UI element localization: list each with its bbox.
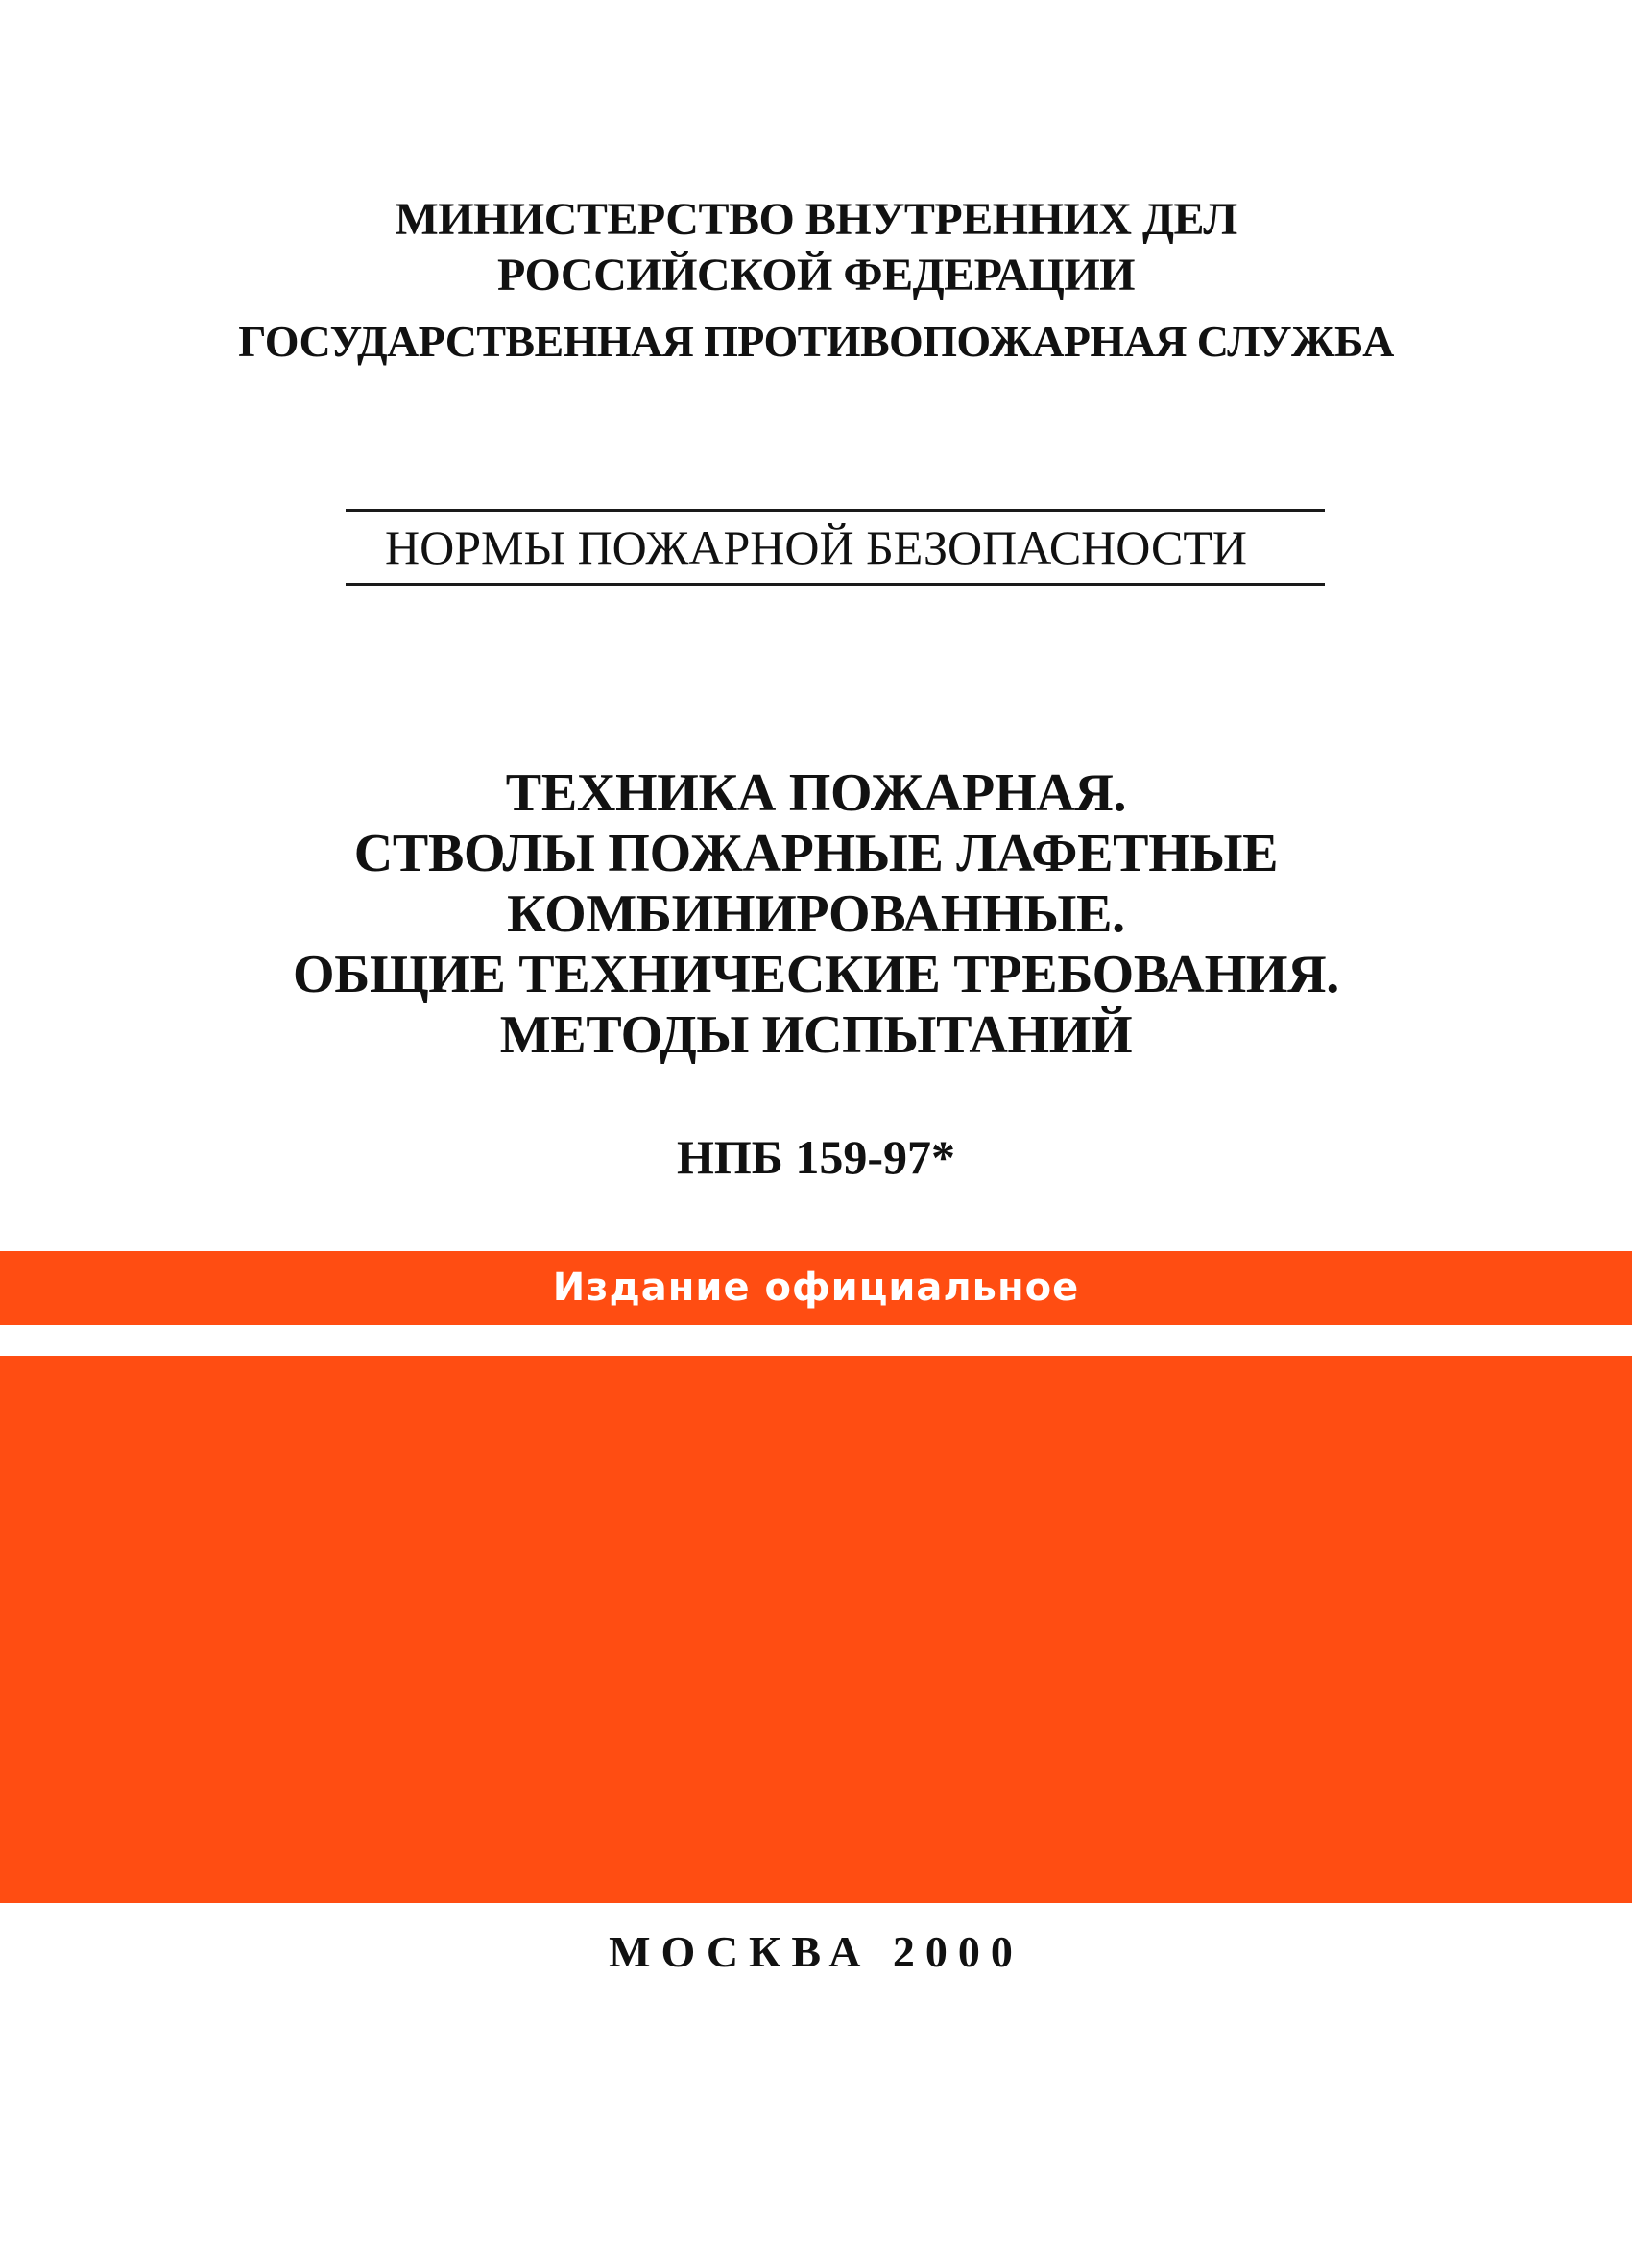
service-name: ГОСУДАРСТВЕННАЯ ПРОТИВОПОЖАРНАЯ СЛУЖБА (238, 317, 1394, 366)
edition-label: Издание официальное (552, 1266, 1080, 1310)
color-band (0, 1356, 1632, 1903)
document-code: НПБ 159-97* (677, 1130, 955, 1184)
ministry-header (0, 192, 1632, 303)
series-label: НОРМЫ ПОЖАРНОЙ БЕЗОПАСНОСТИ (384, 520, 1248, 574)
series-rule-top (346, 509, 1325, 512)
series-rule-bottom (346, 583, 1325, 586)
title-line: ОБЩИЕ ТЕХНИЧЕСКИЕ ТРЕБОВАНИЯ. (293, 945, 1339, 1004)
imprint-city-year: МОСКВА 2000 (609, 1927, 1023, 1976)
ministry-line: МИНИСТЕРСТВО ВНУТРЕННИХ ДЕЛ (395, 194, 1237, 245)
title-line: СТВОЛЫ ПОЖАРНЫЕ ЛАФЕТНЫЕ (353, 824, 1279, 883)
title-line: КОМБИНИРОВАННЫЕ. (507, 884, 1125, 944)
title-line: МЕТОДЫ ИСПЫТАНИЙ (499, 1005, 1133, 1065)
ministry-line: РОССИЙСКОЙ ФЕДЕРАЦИИ (496, 250, 1136, 301)
document-title (0, 763, 1632, 1066)
title-line: ТЕХНИКА ПОЖАРНАЯ. (505, 763, 1127, 823)
